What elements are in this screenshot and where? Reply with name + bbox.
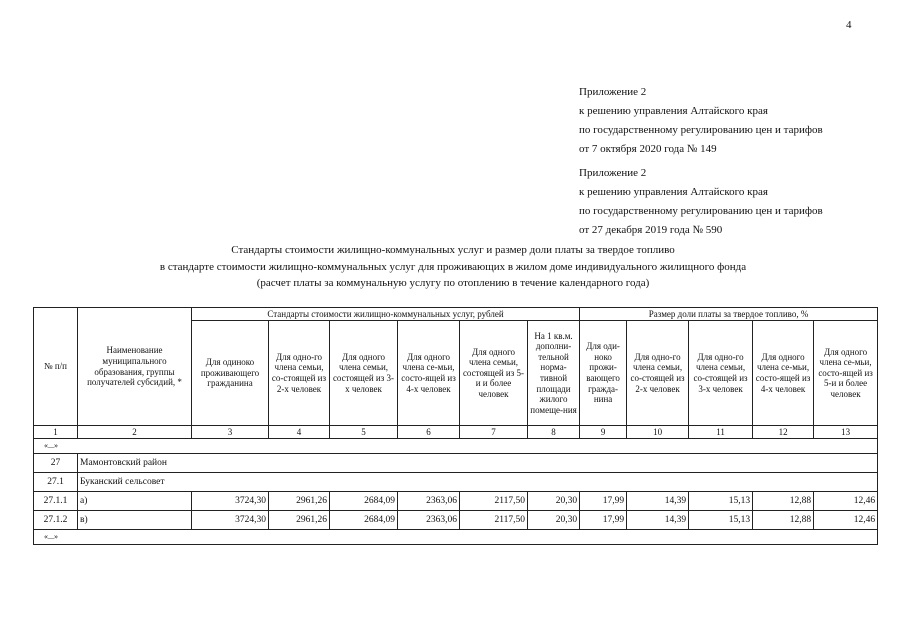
- column-number: 10: [627, 426, 689, 439]
- appendix-line: по государственному регулированию цен и тарифов: [579, 124, 823, 136]
- value-cell: 2363,06: [398, 492, 460, 511]
- appendix-line: от 7 октября 2020 года № 149: [579, 143, 717, 155]
- value-cell: 2961,26: [269, 492, 330, 511]
- column-number: 5: [330, 426, 398, 439]
- appendix-line: от 27 декабря 2019 года № 590: [579, 224, 723, 236]
- value-cell: 2117,50: [460, 492, 528, 511]
- header-share-family-5-plus: Для одного члена се-мьи, состо-ящей из 5-и и более человек: [814, 321, 878, 426]
- header-group-fuel-share: Размер доли платы за твердое топливо, %: [580, 308, 878, 321]
- council-code: 27.1: [34, 473, 78, 492]
- value-cell: 17,99: [580, 511, 627, 530]
- header-family-5-plus: Для одного члена семьи, состоящей из 5-и и более человек: [460, 321, 528, 426]
- ellipsis-marker: «...»: [34, 530, 878, 545]
- value-cell: 2684,09: [330, 511, 398, 530]
- header-row-number: № п/п: [34, 308, 78, 426]
- appendix-line: Приложение 2: [579, 167, 647, 179]
- page-number: 4: [846, 19, 852, 31]
- value-cell: 2117,50: [460, 511, 528, 530]
- ellipsis-row: [34, 439, 878, 454]
- district-row: [34, 454, 878, 473]
- column-number: 13: [814, 426, 878, 439]
- value-cell: 14,39: [627, 511, 689, 530]
- column-number: 12: [753, 426, 814, 439]
- column-number: 4: [269, 426, 330, 439]
- district-code: 27: [34, 454, 78, 473]
- value-cell: 12,46: [814, 492, 878, 511]
- appendix-line: к решению управления Алтайского края: [579, 186, 768, 198]
- council-row: [34, 473, 878, 492]
- header-single-resident: Для одиноко проживающего гражданина: [192, 321, 269, 426]
- header-municipality-name: Наименование муниципального образования, группы получателей субсидий, *: [78, 308, 192, 426]
- value-cell: 2961,26: [269, 511, 330, 530]
- column-number: 1: [34, 426, 78, 439]
- value-cell: 2684,09: [330, 492, 398, 511]
- column-number: 3: [192, 426, 269, 439]
- header-per-sqm: На 1 кв.м. дополни-тельной норма-тивной площади жилого помеще-ния: [528, 321, 580, 426]
- council-name: Буканский сельсовет: [78, 473, 878, 492]
- column-number: 11: [689, 426, 753, 439]
- document-title: [30, 242, 876, 292]
- column-number: 2: [78, 426, 192, 439]
- column-number: 9: [580, 426, 627, 439]
- header-share-family-3: Для одно-го члена семьи, со-стоящей из 3-х человек: [689, 321, 753, 426]
- value-cell: 15,13: [689, 511, 753, 530]
- value-cell: 12,88: [753, 511, 814, 530]
- column-number-row: [34, 426, 878, 439]
- standards-table: [33, 307, 878, 545]
- value-cell: 12,46: [814, 511, 878, 530]
- appendix-block-2020: [579, 83, 823, 159]
- appendix-block-2019: [579, 164, 823, 240]
- appendix-line: к решению управления Алтайского края: [579, 105, 768, 117]
- column-number: 6: [398, 426, 460, 439]
- value-cell: 2363,06: [398, 511, 460, 530]
- appendix-line: Приложение 2: [579, 86, 647, 98]
- header-family-3: Для одного члена семьи, состоящей из 3-х человек: [330, 321, 398, 426]
- row-name: а): [78, 492, 192, 511]
- appendix-line: по государственному регулированию цен и тарифов: [579, 205, 823, 217]
- header-share-single: Для оди-ноко прожи-вающего гражда-нина: [580, 321, 627, 426]
- district-name: Мамонтовский район: [78, 454, 878, 473]
- value-cell: 3724,30: [192, 492, 269, 511]
- column-number: 8: [528, 426, 580, 439]
- row-code: 27.1.1: [34, 492, 78, 511]
- value-cell: 20,30: [528, 492, 580, 511]
- value-cell: 15,13: [689, 492, 753, 511]
- value-cell: 20,30: [528, 511, 580, 530]
- value-cell: 12,88: [753, 492, 814, 511]
- header-family-4: Для одного члена се-мьи, состо-ящей из 4-х человек: [398, 321, 460, 426]
- header-share-family-2: Для одно-го члена семьи, со-стоящей из 2-х человек: [627, 321, 689, 426]
- header-group-standards: Стандарты стоимости жилищно-коммунальных услуг, рублей: [192, 308, 580, 321]
- row-name: в): [78, 511, 192, 530]
- column-number: 7: [460, 426, 528, 439]
- ellipsis-row: [34, 530, 878, 545]
- title-line: в стандарте стоимости жилищно-коммунальных услуг для проживающих в жилом доме индивидуального жилищного фонда: [159, 260, 747, 273]
- header-family-2: Для одно-го члена семьи, со-стоящей из 2-х человек: [269, 321, 330, 426]
- table-row: [34, 511, 878, 530]
- title-line: (расчет платы за коммунальную услугу по отоплению в течение календарного года): [256, 277, 650, 289]
- header-share-family-4: Для одного члена се-мьи, состо-ящей из 4-х человек: [753, 321, 814, 426]
- table-row: [34, 492, 878, 511]
- title-line: Стандарты стоимости жилищно-коммунальных услуг и размер доли платы за твердое топливо: [231, 244, 675, 256]
- value-cell: 17,99: [580, 492, 627, 511]
- value-cell: 14,39: [627, 492, 689, 511]
- value-cell: 3724,30: [192, 511, 269, 530]
- row-code: 27.1.2: [34, 511, 78, 530]
- ellipsis-marker: «...»: [34, 439, 878, 454]
